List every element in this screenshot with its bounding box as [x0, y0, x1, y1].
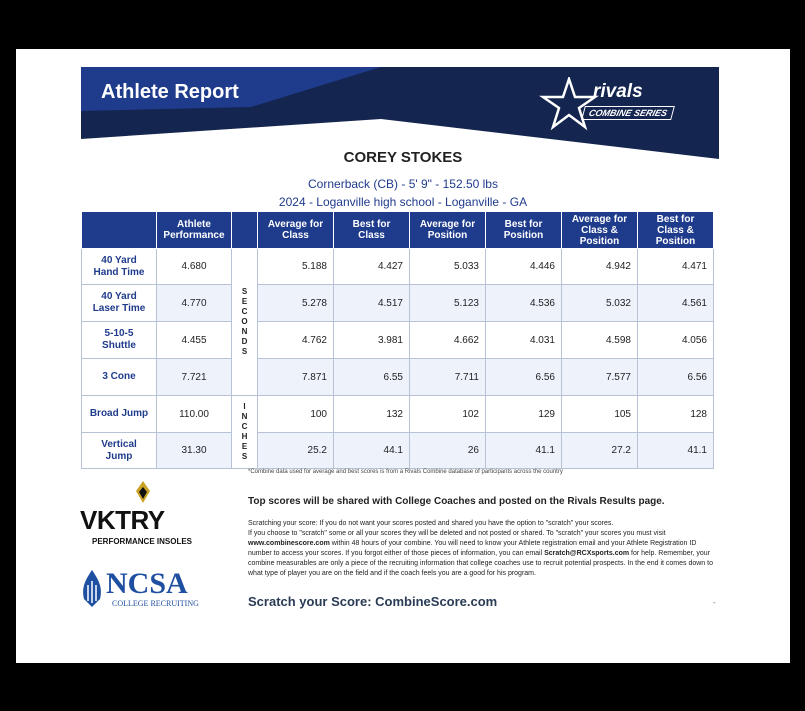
cell-value: 102 — [410, 396, 486, 433]
rivals-logo — [539, 77, 689, 131]
athlete-school-line: 2024 - Loganville high school - Loganville - GA — [278, 195, 528, 209]
cell-value: 6.56 — [638, 359, 714, 396]
cell-value: 5.188 — [258, 249, 334, 285]
unit-letter: N — [241, 412, 248, 421]
unit-seconds — [232, 249, 258, 396]
scratch-instructions — [248, 519, 720, 579]
cell-value: 4.536 — [486, 285, 562, 322]
unit-letter: S — [241, 287, 248, 296]
table-footnote: *Combine data used for average and best scores is from a Rivals Combine database of participants across the country — [248, 469, 563, 475]
header-cell: Best for Class & Position — [638, 212, 714, 249]
scratch-email-link[interactable]: Scratch@RCXsports.com — [544, 550, 630, 557]
vktry-word: VKTRY — [80, 505, 165, 535]
cell-value: 7.711 — [410, 359, 486, 396]
table-row — [82, 359, 714, 396]
vktry-logo — [78, 479, 208, 549]
cell-value: 7.577 — [562, 359, 638, 396]
cell-value: 129 — [486, 396, 562, 433]
athlete-value: 110.00 — [157, 396, 232, 433]
athlete-value: 4.680 — [157, 249, 232, 285]
scratch-text-c: for help. Remember, your combine measurables are only a piece of the recruiting information that college coaches use to recruit potential prospects. In the end it comes down to what type of player you are on the field and if the coach feels you are a good for his program. — [248, 550, 713, 577]
cell-value: 27.2 — [562, 433, 638, 469]
athlete-value: 31.30 — [157, 433, 232, 469]
logo-sub: COMBINE SERIES — [581, 106, 675, 120]
athlete-name: COREY STOKES — [343, 149, 463, 166]
cell-value: 4.056 — [638, 322, 714, 359]
cell-value: 4.517 — [334, 285, 410, 322]
cell-value: 105 — [562, 396, 638, 433]
cell-value: 4.598 — [562, 322, 638, 359]
scratch-your-score: Scratch your Score: CombineScore.com — [248, 594, 498, 609]
cell-value: 3.981 — [334, 322, 410, 359]
cell-value: 4.446 — [486, 249, 562, 285]
report-title: Athlete Report — [101, 81, 239, 103]
row-label: 40 Yard Hand Time — [82, 249, 157, 285]
unit-letter: S — [241, 347, 248, 356]
cell-value: 4.427 — [334, 249, 410, 285]
cell-value: 5.033 — [410, 249, 486, 285]
table-row — [82, 322, 714, 359]
table-row — [82, 433, 714, 469]
scratch-text-a: If you choose to "scratch" some or all your scores they will be deleted and not posted or shared. To "scratch" your scores you must visit — [248, 530, 666, 537]
header-cell: Average for Class — [258, 212, 334, 249]
header-cell: Best for Position — [486, 212, 562, 249]
header-cell: Best for Class — [334, 212, 410, 249]
logo-word: rivals — [593, 81, 643, 102]
unit-letter: C — [241, 307, 248, 316]
scratch-details — [248, 529, 720, 579]
table-row — [82, 285, 714, 322]
scratch-text-b: within 48 hours of your combine. You will need to know your Athlete registration email and your Athlete Registration ID number to access your scores. If you forgot either of those pieces of information, you can email — [248, 540, 697, 557]
unit-letter: E — [241, 297, 248, 306]
cell-value: 128 — [638, 396, 714, 433]
cell-value: 4.561 — [638, 285, 714, 322]
unit-letter: O — [241, 317, 248, 326]
cell-value: 44.1 — [334, 433, 410, 469]
unit-letter: C — [241, 422, 248, 431]
header-unit-blank — [232, 212, 258, 249]
cell-value: 4.762 — [258, 322, 334, 359]
crest-icon — [128, 479, 158, 507]
flame-icon — [80, 569, 104, 609]
header-cell: Average for Position — [410, 212, 486, 249]
cell-value: 41.1 — [638, 433, 714, 469]
combinescore-link[interactable]: www.combinescore.com — [248, 540, 330, 547]
star-icon — [539, 77, 599, 131]
cell-value: 4.471 — [638, 249, 714, 285]
unit-seconds-text — [232, 287, 257, 357]
row-label: 40 Yard Laser Time — [82, 285, 157, 322]
cell-value: 7.871 — [258, 359, 334, 396]
row-label: 5-10-5 Shuttle — [82, 322, 157, 359]
athlete-value: 7.721 — [157, 359, 232, 396]
vktry-sub: PERFORMANCE INSOLES — [92, 537, 193, 546]
header-blank — [82, 212, 157, 249]
cell-value: 100 — [258, 396, 334, 433]
table-header-row — [82, 212, 714, 249]
athlete-value: 4.770 — [157, 285, 232, 322]
ncsa-logo — [80, 567, 210, 611]
ncsa-word: NCSA — [106, 567, 188, 600]
dash-mark: - — [713, 598, 716, 607]
cell-value: 26 — [410, 433, 486, 469]
combine-results-table — [81, 211, 714, 469]
unit-inches — [232, 396, 258, 469]
unit-letter: D — [241, 337, 248, 346]
row-label: Vertical Jump — [82, 433, 157, 469]
cell-value: 4.031 — [486, 322, 562, 359]
unit-letter: S — [241, 452, 248, 461]
unit-letter: H — [241, 432, 248, 441]
unit-letter: N — [241, 327, 248, 336]
cell-value: 6.56 — [486, 359, 562, 396]
table-row — [82, 249, 714, 285]
unit-letter: I — [243, 402, 246, 411]
header-cell: Athlete Performance — [157, 212, 232, 249]
cell-value: 132 — [334, 396, 410, 433]
cell-value: 5.032 — [562, 285, 638, 322]
header-cell: Average for Class & Position — [562, 212, 638, 249]
cell-value: 4.662 — [410, 322, 486, 359]
top-scores-note: Top scores will be shared with College Coaches and posted on the Rivals Results page. — [248, 496, 665, 507]
scratch-intro: Scratching your score: If you do not want your scores posted and shared you have the option to "scratch" your scores. — [248, 520, 614, 527]
row-label: Broad Jump — [82, 396, 157, 433]
report-page — [16, 49, 790, 663]
ncsa-sub: COLLEGE RECRUITING — [112, 599, 199, 608]
table-row — [82, 396, 714, 433]
athlete-position-line: Cornerback (CB) - 5' 9" - 152.50 lbs — [308, 177, 498, 191]
cell-value: 5.278 — [258, 285, 334, 322]
unit-inches-text — [232, 402, 257, 462]
cell-value: 4.942 — [562, 249, 638, 285]
header-banner — [81, 67, 719, 159]
row-label: 3 Cone — [82, 359, 157, 396]
unit-letter: E — [241, 442, 248, 451]
cell-value: 6.55 — [334, 359, 410, 396]
cell-value: 41.1 — [486, 433, 562, 469]
athlete-value: 4.455 — [157, 322, 232, 359]
cell-value: 5.123 — [410, 285, 486, 322]
cell-value: 25.2 — [258, 433, 334, 469]
